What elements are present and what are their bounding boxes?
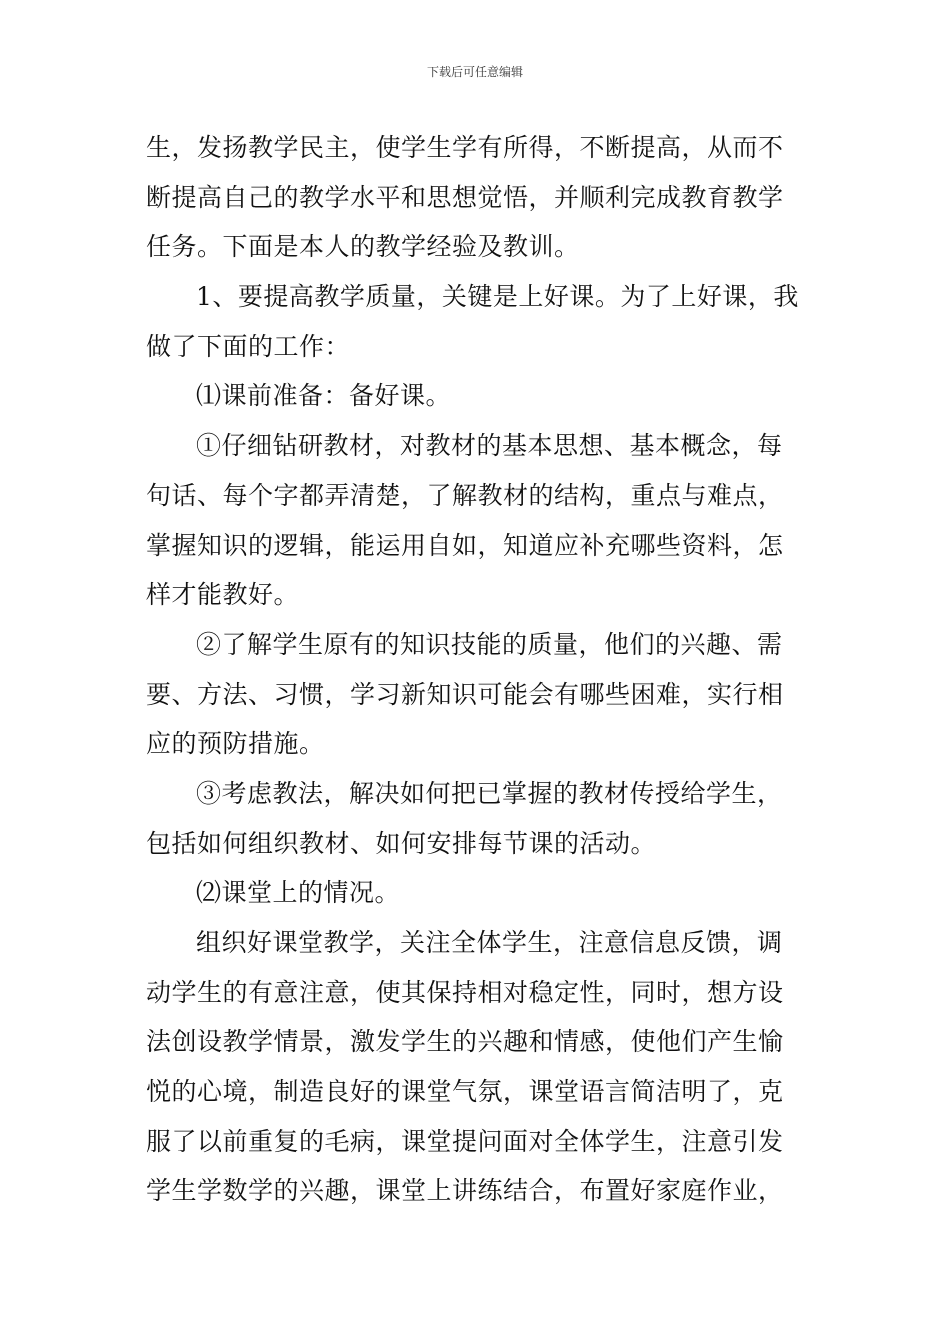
- text-line: 句话、每个字都弄清楚，了解教材的结构，重点与难点，: [146, 480, 784, 510]
- text-line: 生，发扬教学民主，使学生学有所得，不断提高，从而不: [146, 133, 784, 162]
- text-line: 法创设教学情景，激发学生的兴趣和情感，使他们产生愉: [146, 1027, 784, 1057]
- text-line: 悦的心境，制造良好的课堂气氛，课堂语言简洁明了，克: [146, 1077, 784, 1107]
- page-header: 下载后可任意编辑: [426, 65, 523, 79]
- paragraph: [146, 376, 808, 426]
- paragraph: [146, 426, 808, 625]
- text-line: 包括如何组织教材、如何安排每节课的活动。: [146, 828, 657, 858]
- text-line: ③考虑教法，解决如何把已掌握的教材传授给学生，: [196, 778, 783, 808]
- text-line: ②了解学生原有的知识技能的质量，他们的兴趣、需: [196, 629, 783, 659]
- text-line: 1、要提高教学质量，关键是上好课。为了上好课，我: [196, 282, 799, 312]
- text-line: 组织好课堂教学，关注全体学生，注意信息反馈，调: [196, 928, 783, 957]
- text-line: ⑵课堂上的情况。: [196, 878, 401, 908]
- paragraph: [146, 128, 808, 277]
- paragraph: [146, 625, 808, 774]
- text-line: 断提高自己的教学水平和思想觉悟，并顺利完成教育教学: [146, 182, 784, 212]
- text-line: ⑴课前准备：备好课。: [196, 381, 452, 411]
- text-line: 服了以前重复的毛病，课堂提问面对全体学生，注意引发: [146, 1126, 784, 1156]
- text-line: 做了下面的工作：: [146, 331, 351, 361]
- text-line: 任务。下面是本人的教学经验及教训。: [146, 232, 580, 262]
- text-line: 样才能教好。: [146, 580, 300, 610]
- paragraph: [146, 873, 808, 923]
- text-line: 掌握知识的逻辑，能运用自如，知道应补充哪些资料，怎: [146, 530, 784, 560]
- document-body: [146, 128, 808, 1221]
- text-line: 动学生的有意注意，使其保持相对稳定性，同时，想方设: [146, 977, 784, 1007]
- paragraph: [146, 277, 808, 376]
- text-line: 应的预防措施。: [146, 729, 325, 759]
- paragraph: [146, 923, 808, 1221]
- paragraph: [146, 774, 808, 873]
- text-line: 要、方法、习惯，学习新知识可能会有哪些困难，实行相: [146, 679, 784, 709]
- text-line: 学生学数学的兴趣，课堂上讲练结合，布置好家庭作业，: [146, 1176, 784, 1206]
- text-line: ①仔细钻研教材，对教材的基本思想、基本概念，每: [196, 431, 783, 461]
